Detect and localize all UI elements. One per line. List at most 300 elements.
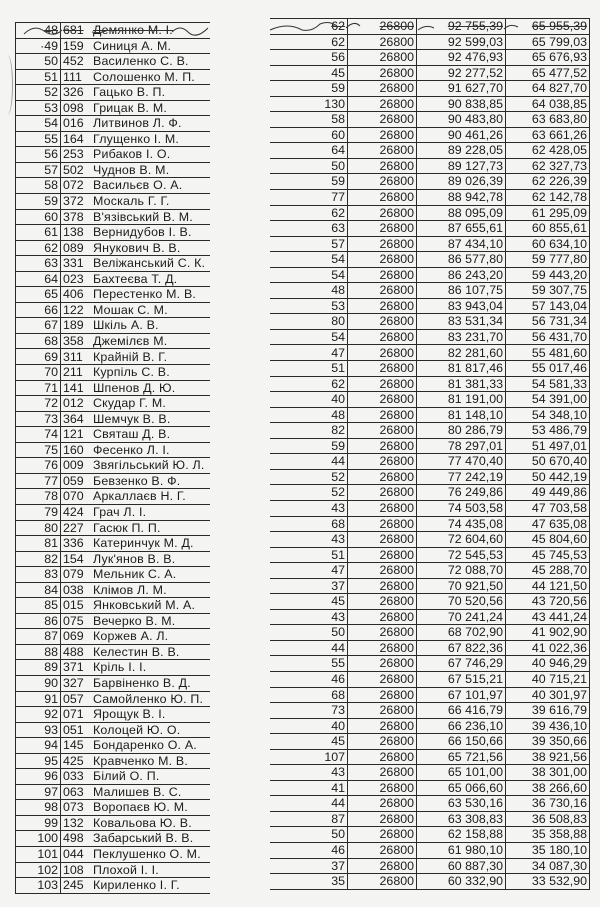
person-name: Ковальова Ю. В. bbox=[89, 815, 210, 831]
count-value: 43 bbox=[270, 500, 348, 516]
base-amount: 26800 bbox=[348, 765, 417, 781]
total-amount: 78 297,01 bbox=[417, 438, 506, 454]
person-name: В'язівський В. М. bbox=[89, 209, 210, 225]
table-row bbox=[270, 438, 590, 454]
person-name: Звягільський Ю. Л. bbox=[89, 458, 210, 474]
base-amount: 26800 bbox=[348, 267, 417, 283]
total-amount: 81 148,10 bbox=[417, 407, 506, 423]
net-amount: 57 143,04 bbox=[506, 298, 590, 314]
net-amount: 49 449,86 bbox=[506, 485, 590, 501]
table-row bbox=[16, 504, 211, 520]
count-value: 64 bbox=[270, 143, 348, 159]
net-amount: 61 295,09 bbox=[506, 205, 590, 221]
net-amount: 36 730,16 bbox=[506, 796, 590, 812]
row-number: 66 bbox=[16, 302, 61, 318]
base-amount: 26800 bbox=[348, 687, 417, 703]
person-name: Ярощук В. І. bbox=[89, 707, 210, 723]
row-number: 82 bbox=[16, 551, 61, 567]
net-amount: 38 266,60 bbox=[506, 780, 590, 796]
net-amount: 40 715,21 bbox=[506, 671, 590, 687]
table-row bbox=[270, 423, 590, 439]
total-amount: 92 599,03 bbox=[417, 34, 506, 50]
table-row bbox=[16, 256, 211, 272]
person-name: Кириленко І. Г. bbox=[89, 878, 210, 894]
row-number: 65 bbox=[16, 287, 61, 303]
base-amount: 26800 bbox=[348, 469, 417, 485]
base-amount: 26800 bbox=[348, 143, 417, 159]
registration-code: 015 bbox=[61, 598, 90, 614]
table-row bbox=[270, 687, 590, 703]
net-amount: 63 683,80 bbox=[506, 112, 590, 128]
count-value: 58 bbox=[270, 112, 348, 128]
count-value: 51 bbox=[270, 547, 348, 563]
row-number: 94 bbox=[16, 738, 61, 754]
table-row bbox=[270, 112, 590, 128]
count-value: 47 bbox=[270, 563, 348, 579]
registration-code: 372 bbox=[61, 194, 90, 210]
net-amount: 50 442,19 bbox=[506, 469, 590, 485]
total-amount: 66 416,79 bbox=[417, 703, 506, 719]
table-row bbox=[16, 551, 211, 567]
table-row bbox=[16, 442, 211, 458]
table-row bbox=[16, 147, 211, 163]
registration-code: 033 bbox=[61, 769, 90, 785]
count-value: 44 bbox=[270, 454, 348, 470]
total-amount: 91 627,70 bbox=[417, 81, 506, 97]
row-number: 74 bbox=[16, 427, 61, 443]
total-amount: 70 520,56 bbox=[417, 594, 506, 610]
count-value: 130 bbox=[270, 96, 348, 112]
base-amount: 26800 bbox=[348, 329, 417, 345]
person-name: Веліжанський С. К. bbox=[89, 256, 210, 272]
count-value: 44 bbox=[270, 796, 348, 812]
total-amount: 80 286,79 bbox=[417, 423, 506, 439]
table-row bbox=[270, 34, 590, 50]
row-number: 92 bbox=[16, 707, 61, 723]
table-row bbox=[270, 734, 590, 750]
table-row bbox=[270, 96, 590, 112]
table-row bbox=[16, 69, 211, 85]
person-name: Мошак С. М. bbox=[89, 302, 210, 318]
person-name: Крайній В. Г. bbox=[89, 349, 210, 365]
table-row bbox=[16, 380, 211, 396]
registration-code: 160 bbox=[61, 442, 90, 458]
row-number: 51 bbox=[16, 69, 61, 85]
row-number: 87 bbox=[16, 629, 61, 645]
row-number: 90 bbox=[16, 675, 61, 691]
total-amount: 76 249,86 bbox=[417, 485, 506, 501]
registration-code: 159 bbox=[61, 38, 90, 54]
table-row bbox=[270, 858, 590, 874]
count-value: 77 bbox=[270, 190, 348, 206]
count-value: 44 bbox=[270, 640, 348, 656]
total-amount: 66 236,10 bbox=[417, 718, 506, 734]
table-row bbox=[16, 427, 211, 443]
table-row bbox=[16, 365, 211, 381]
count-value: 46 bbox=[270, 671, 348, 687]
registration-code: 012 bbox=[61, 396, 90, 412]
total-amount: 67 515,21 bbox=[417, 671, 506, 687]
count-value: 56 bbox=[270, 50, 348, 66]
count-value: 80 bbox=[270, 314, 348, 330]
person-name: Москаль Г. Г. bbox=[89, 194, 210, 210]
total-amount: 81 191,00 bbox=[417, 392, 506, 408]
base-amount: 26800 bbox=[348, 874, 417, 890]
row-number: 52 bbox=[16, 85, 61, 101]
registration-code: 358 bbox=[61, 333, 90, 349]
table-row bbox=[16, 473, 211, 489]
registration-code: 227 bbox=[61, 520, 90, 536]
registration-code: 071 bbox=[61, 707, 90, 723]
person-name: Рибаков І. О. bbox=[89, 147, 210, 163]
total-amount: 90 838,85 bbox=[417, 96, 506, 112]
person-name: Бевзенко В. Ф. bbox=[89, 473, 210, 489]
row-number: 67 bbox=[16, 318, 61, 334]
person-name: Васильєв О. А. bbox=[89, 178, 210, 194]
table-row bbox=[270, 469, 590, 485]
total-amount: 62 158,88 bbox=[417, 827, 506, 843]
count-value: 57 bbox=[270, 236, 348, 252]
count-value: 68 bbox=[270, 687, 348, 703]
registration-code: 502 bbox=[61, 162, 90, 178]
total-amount: 92 277,52 bbox=[417, 65, 506, 81]
registration-code: 311 bbox=[61, 349, 90, 365]
person-name: Бондаренко О. А. bbox=[89, 738, 210, 754]
registration-code: 371 bbox=[61, 660, 90, 676]
net-amount: 65 676,93 bbox=[506, 50, 590, 66]
row-number: 96 bbox=[16, 769, 61, 785]
total-amount: 65 101,00 bbox=[417, 765, 506, 781]
table-row bbox=[270, 361, 590, 377]
table-row bbox=[16, 878, 211, 894]
table-row bbox=[16, 707, 211, 723]
table-row bbox=[270, 283, 590, 299]
table-row bbox=[16, 753, 211, 769]
base-amount: 26800 bbox=[348, 656, 417, 672]
person-name: Янковський М. А. bbox=[89, 598, 210, 614]
count-value: 54 bbox=[270, 252, 348, 268]
base-amount: 26800 bbox=[348, 423, 417, 439]
base-amount: 26800 bbox=[348, 314, 417, 330]
count-value: 107 bbox=[270, 749, 348, 765]
registration-code: 141 bbox=[61, 380, 90, 396]
registration-code: 211 bbox=[61, 365, 90, 381]
base-amount: 26800 bbox=[348, 50, 417, 66]
net-amount: 33 532,90 bbox=[506, 874, 590, 890]
count-value: 59 bbox=[270, 81, 348, 97]
registration-code: 326 bbox=[61, 85, 90, 101]
table-row bbox=[16, 862, 211, 878]
count-value: 50 bbox=[270, 158, 348, 174]
table-row bbox=[270, 796, 590, 812]
count-value: 43 bbox=[270, 765, 348, 781]
count-value: 45 bbox=[270, 65, 348, 81]
total-amount: 74 503,58 bbox=[417, 500, 506, 516]
registration-code: 452 bbox=[61, 54, 90, 70]
count-value: 73 bbox=[270, 703, 348, 719]
base-amount: 26800 bbox=[348, 625, 417, 641]
net-amount: 54 581,33 bbox=[506, 376, 590, 392]
person-name: Барвіненко В. Д. bbox=[89, 675, 210, 691]
net-amount: 56 431,70 bbox=[506, 329, 590, 345]
person-name: Бахтеєва Т. Д. bbox=[89, 271, 210, 287]
net-amount: 43 720,56 bbox=[506, 594, 590, 610]
net-amount: 65 955,39 bbox=[506, 19, 590, 35]
row-number: 95 bbox=[16, 753, 61, 769]
table-row bbox=[270, 50, 590, 66]
table-row bbox=[16, 489, 211, 505]
total-amount: 83 943,04 bbox=[417, 298, 506, 314]
table-row bbox=[270, 392, 590, 408]
net-amount: 60 855,61 bbox=[506, 221, 590, 237]
net-amount: 56 731,34 bbox=[506, 314, 590, 330]
table-row bbox=[16, 815, 211, 831]
table-row bbox=[16, 396, 211, 412]
table-row bbox=[16, 209, 211, 225]
table-row bbox=[270, 594, 590, 610]
table-row bbox=[16, 54, 211, 70]
row-number: 62 bbox=[16, 240, 61, 256]
table-row bbox=[270, 532, 590, 548]
count-value: 37 bbox=[270, 578, 348, 594]
table-row bbox=[16, 287, 211, 303]
base-amount: 26800 bbox=[348, 827, 417, 843]
person-name: Василенко С. В. bbox=[89, 54, 210, 70]
person-name: Курпіль С. В. bbox=[89, 365, 210, 381]
table-row bbox=[270, 221, 590, 237]
registration-code: 331 bbox=[61, 256, 90, 272]
net-amount: 38 921,56 bbox=[506, 749, 590, 765]
net-amount: 59 307,75 bbox=[506, 283, 590, 299]
table-row bbox=[16, 598, 211, 614]
registration-code: 072 bbox=[61, 178, 90, 194]
net-amount: 34 087,30 bbox=[506, 858, 590, 874]
person-name: Синиця А. М. bbox=[89, 38, 210, 54]
person-name: Кріль І. І. bbox=[89, 660, 210, 676]
count-value: 47 bbox=[270, 345, 348, 361]
row-number: 68 bbox=[16, 333, 61, 349]
net-amount: 35 180,10 bbox=[506, 842, 590, 858]
count-value: 63 bbox=[270, 221, 348, 237]
count-value: 55 bbox=[270, 656, 348, 672]
table-row bbox=[270, 190, 590, 206]
person-name: Чуднов В. М. bbox=[89, 162, 210, 178]
table-row bbox=[16, 302, 211, 318]
net-amount: 59 777,80 bbox=[506, 252, 590, 268]
table-row bbox=[270, 780, 590, 796]
net-amount: 47 635,08 bbox=[506, 516, 590, 532]
row-number: 56 bbox=[16, 147, 61, 163]
total-amount: 86 243,20 bbox=[417, 267, 506, 283]
table-row bbox=[270, 174, 590, 190]
registration-code: 057 bbox=[61, 691, 90, 707]
total-amount: 65 721,56 bbox=[417, 749, 506, 765]
base-amount: 26800 bbox=[348, 485, 417, 501]
registration-code: 069 bbox=[61, 629, 90, 645]
table-row bbox=[270, 749, 590, 765]
table-row bbox=[16, 846, 211, 862]
person-name: Перестенко М. В. bbox=[89, 287, 210, 303]
table-row bbox=[270, 376, 590, 392]
registration-code: 154 bbox=[61, 551, 90, 567]
base-amount: 26800 bbox=[348, 811, 417, 827]
total-amount: 92 755,39 bbox=[417, 19, 506, 35]
total-amount: 74 435,08 bbox=[417, 516, 506, 532]
row-number: 61 bbox=[16, 225, 61, 241]
table-row bbox=[270, 127, 590, 143]
count-value: 43 bbox=[270, 609, 348, 625]
count-value: 50 bbox=[270, 827, 348, 843]
total-amount: 90 461,26 bbox=[417, 127, 506, 143]
table-row bbox=[270, 516, 590, 532]
registration-code: 424 bbox=[61, 504, 90, 520]
registration-code: 121 bbox=[61, 427, 90, 443]
registration-code: 089 bbox=[61, 240, 90, 256]
base-amount: 26800 bbox=[348, 438, 417, 454]
total-amount: 72 604,60 bbox=[417, 532, 506, 548]
row-number: 101 bbox=[16, 846, 61, 862]
table-row bbox=[270, 609, 590, 625]
person-name: Шпенов Д. Ю. bbox=[89, 380, 210, 396]
person-name: Святаш Д. В. bbox=[89, 427, 210, 443]
net-amount: 45 288,70 bbox=[506, 563, 590, 579]
total-amount: 72 545,53 bbox=[417, 547, 506, 563]
net-amount: 64 827,70 bbox=[506, 81, 590, 97]
person-name: Коржев А. Л. bbox=[89, 629, 210, 645]
net-amount: 54 391,00 bbox=[506, 392, 590, 408]
count-value: 45 bbox=[270, 594, 348, 610]
row-number: 83 bbox=[16, 567, 61, 583]
total-amount: 83 531,34 bbox=[417, 314, 506, 330]
registration-code: 488 bbox=[61, 644, 90, 660]
base-amount: 26800 bbox=[348, 34, 417, 50]
base-amount: 26800 bbox=[348, 283, 417, 299]
count-value: 46 bbox=[270, 842, 348, 858]
person-name: Мельник С. А. bbox=[89, 567, 210, 583]
base-amount: 26800 bbox=[348, 19, 417, 35]
base-amount: 26800 bbox=[348, 221, 417, 237]
net-amount: 35 358,88 bbox=[506, 827, 590, 843]
row-number: 72 bbox=[16, 396, 61, 412]
registration-code: 327 bbox=[61, 675, 90, 691]
base-amount: 26800 bbox=[348, 236, 417, 252]
person-name: Глущенко І. М. bbox=[89, 131, 210, 147]
table-row bbox=[270, 578, 590, 594]
table-row bbox=[270, 298, 590, 314]
registration-code: 132 bbox=[61, 815, 90, 831]
table-row bbox=[270, 547, 590, 563]
net-amount: 60 634,10 bbox=[506, 236, 590, 252]
person-name: Грач Л. І. bbox=[89, 504, 210, 520]
count-value: 52 bbox=[270, 469, 348, 485]
net-amount: 65 799,03 bbox=[506, 34, 590, 50]
total-amount: 86 577,80 bbox=[417, 252, 506, 268]
table-row bbox=[16, 660, 211, 676]
base-amount: 26800 bbox=[348, 96, 417, 112]
total-amount: 90 483,80 bbox=[417, 112, 506, 128]
row-number: 78 bbox=[16, 489, 61, 505]
count-value: 37 bbox=[270, 858, 348, 874]
table-row bbox=[16, 536, 211, 552]
registration-code: 023 bbox=[61, 271, 90, 287]
registration-code: 164 bbox=[61, 131, 90, 147]
deputies-list-table bbox=[15, 22, 210, 894]
registration-code: 073 bbox=[61, 800, 90, 816]
base-amount: 26800 bbox=[348, 158, 417, 174]
net-amount: 40 946,29 bbox=[506, 656, 590, 672]
total-amount: 72 088,70 bbox=[417, 563, 506, 579]
table-row bbox=[270, 625, 590, 641]
person-name: Солошенко М. П. bbox=[89, 69, 210, 85]
row-number: 86 bbox=[16, 613, 61, 629]
total-amount: 68 702,90 bbox=[417, 625, 506, 641]
net-amount: 54 348,10 bbox=[506, 407, 590, 423]
registration-code: 063 bbox=[61, 784, 90, 800]
row-number: 64 bbox=[16, 271, 61, 287]
table-row bbox=[16, 800, 211, 816]
person-name: Плохой І. І. bbox=[89, 862, 210, 878]
table-row bbox=[270, 842, 590, 858]
row-number: 93 bbox=[16, 722, 61, 738]
net-amount: 59 443,20 bbox=[506, 267, 590, 283]
table-row bbox=[270, 205, 590, 221]
table-row bbox=[270, 65, 590, 81]
table-row bbox=[270, 500, 590, 516]
net-amount: 55 481,60 bbox=[506, 345, 590, 361]
person-name: Гацько В. П. bbox=[89, 85, 210, 101]
table-row bbox=[16, 240, 211, 256]
count-value: 54 bbox=[270, 329, 348, 345]
row-number: 81 bbox=[16, 536, 61, 552]
base-amount: 26800 bbox=[348, 407, 417, 423]
person-name: Джемілєв М. bbox=[89, 333, 210, 349]
count-value: 52 bbox=[270, 485, 348, 501]
total-amount: 61 980,10 bbox=[417, 842, 506, 858]
person-name: Вернидубов І. В. bbox=[89, 225, 210, 241]
base-amount: 26800 bbox=[348, 174, 417, 190]
person-name: Скудар Г. М. bbox=[89, 396, 210, 412]
table-row bbox=[16, 458, 211, 474]
registration-code: 498 bbox=[61, 831, 90, 847]
total-amount: 66 150,66 bbox=[417, 734, 506, 750]
total-amount: 60 332,90 bbox=[417, 874, 506, 890]
total-amount: 92 476,93 bbox=[417, 50, 506, 66]
row-number: 103 bbox=[16, 878, 61, 894]
person-name: Пеклушенко О. М. bbox=[89, 846, 210, 862]
row-number: 55 bbox=[16, 131, 61, 147]
net-amount: 38 301,00 bbox=[506, 765, 590, 781]
table-row bbox=[16, 644, 211, 660]
base-amount: 26800 bbox=[348, 345, 417, 361]
registration-code: 189 bbox=[61, 318, 90, 334]
table-row bbox=[16, 131, 211, 147]
base-amount: 26800 bbox=[348, 734, 417, 750]
base-amount: 26800 bbox=[348, 796, 417, 812]
registration-code: 681 bbox=[61, 23, 90, 39]
registration-code: 364 bbox=[61, 411, 90, 427]
net-amount: 43 441,24 bbox=[506, 609, 590, 625]
base-amount: 26800 bbox=[348, 594, 417, 610]
registration-code: 051 bbox=[61, 722, 90, 738]
total-amount: 89 026,39 bbox=[417, 174, 506, 190]
table-row bbox=[270, 329, 590, 345]
net-amount: 62 142,78 bbox=[506, 190, 590, 206]
row-number: 97 bbox=[16, 784, 61, 800]
registration-code: 378 bbox=[61, 209, 90, 225]
table-row bbox=[16, 567, 211, 583]
table-row bbox=[270, 656, 590, 672]
registration-code: 336 bbox=[61, 536, 90, 552]
